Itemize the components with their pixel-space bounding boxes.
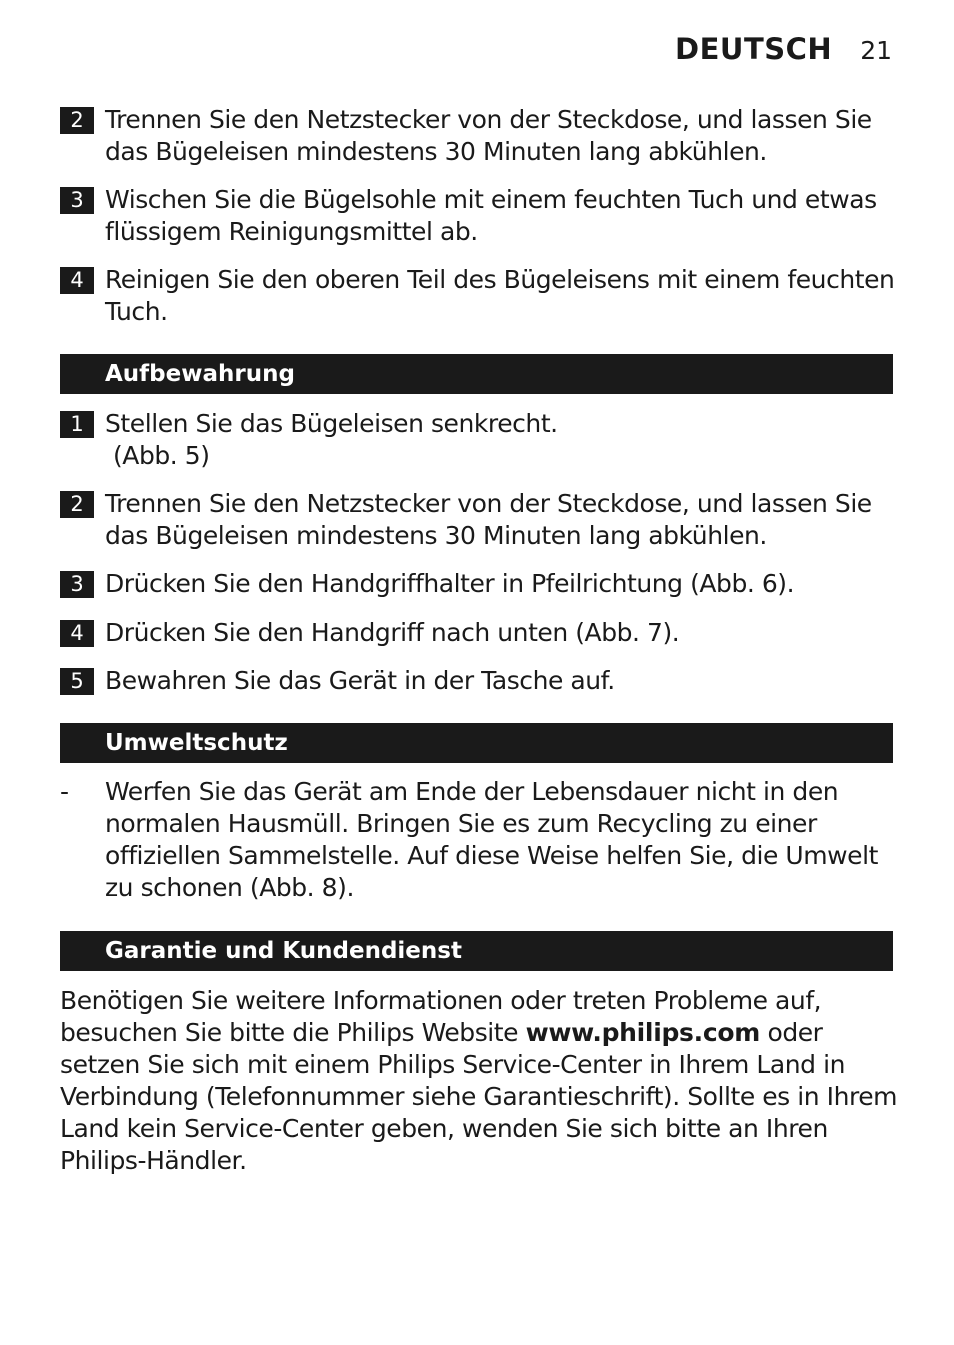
step-number-badge: 4	[60, 620, 94, 647]
warranty-paragraph	[60, 985, 900, 1177]
step-number-badge: 2	[60, 107, 94, 134]
storage-step	[60, 617, 900, 649]
step-number-badge: 2	[60, 491, 94, 518]
section-heading-environment	[60, 723, 893, 763]
step-number-badge: 5	[60, 668, 94, 695]
warranty-text-end: oder setzen Sie sich mit einem Philips Service-Center in Ihrem Land in Verbindung (Telefonnummer siehe Garantieschrift). Sollte es in Ihrem Land kein Service-Center geben, wenden Sie sich bitte an Ihren Philips-Händler.	[60, 1018, 898, 1175]
section-title: Garantie und Kundendienst	[105, 938, 462, 964]
step-text: Drücken Sie den Handgriff nach unten (Abb. 7).	[105, 618, 680, 647]
storage-step	[60, 568, 900, 600]
section-title: Umweltschutz	[105, 730, 288, 756]
cleaning-step	[60, 264, 900, 328]
step-text: Wischen Sie die Bügelsohle mit einem feuchten Tuch und etwas flüssigem Reinigungsmittel ab.	[105, 185, 877, 246]
page-number: 21	[860, 36, 892, 65]
step-number-badge: 4	[60, 267, 94, 294]
section-heading-warranty	[60, 931, 893, 971]
step-text	[105, 408, 558, 472]
step-text: Bewahren Sie das Gerät in der Tasche auf.	[105, 666, 615, 695]
storage-step	[60, 665, 900, 697]
step-text: Drücken Sie den Handgriffhalter in Pfeilrichtung (Abb. 6).	[105, 569, 795, 598]
step-text: Trennen Sie den Netzstecker von der Steckdose, und lassen Sie das Bügeleisen mindestens 30 Minuten lang abkühlen.	[105, 489, 872, 550]
step-number-badge: 3	[60, 187, 94, 214]
cleaning-step	[60, 104, 900, 168]
storage-step	[60, 408, 900, 472]
step-text: Reinigen Sie den oberen Teil des Bügeleisens mit einem feuchten Tuch.	[105, 265, 895, 326]
language-label: DEUTSCH	[675, 32, 833, 66]
step-number-badge: 1	[60, 411, 94, 438]
step-text-line: Stellen Sie das Bügeleisen senkrecht.	[105, 409, 558, 438]
environment-text: Werfen Sie das Gerät am Ende der Lebensdauer nicht in den normalen Hausmüll. Bringen Sie es zum Recycling zu einer offiziellen Sammelstelle. Auf diese Weise helfen Sie, die Umwelt zu schonen (Abb. 8).	[105, 777, 878, 902]
warranty-text-start: Benötigen Sie weitere Informationen oder treten Probleme auf, besuchen Sie bitte die Philips Website	[60, 986, 822, 1047]
step-text: Trennen Sie den Netzstecker von der Steckdose, und lassen Sie das Bügeleisen mindestens 30 Minuten lang abkühlen.	[105, 105, 872, 166]
section-heading-storage	[60, 354, 893, 394]
figure-reference: (Abb. 5)	[113, 441, 210, 470]
philips-website-link[interactable]: www.philips.com	[525, 1018, 760, 1047]
storage-step	[60, 488, 900, 552]
section-title: Aufbewahrung	[105, 361, 295, 387]
environment-note	[60, 776, 900, 904]
list-dash: -	[60, 777, 70, 806]
step-number-badge: 3	[60, 571, 94, 598]
cleaning-step	[60, 184, 900, 248]
page-header	[675, 32, 892, 66]
